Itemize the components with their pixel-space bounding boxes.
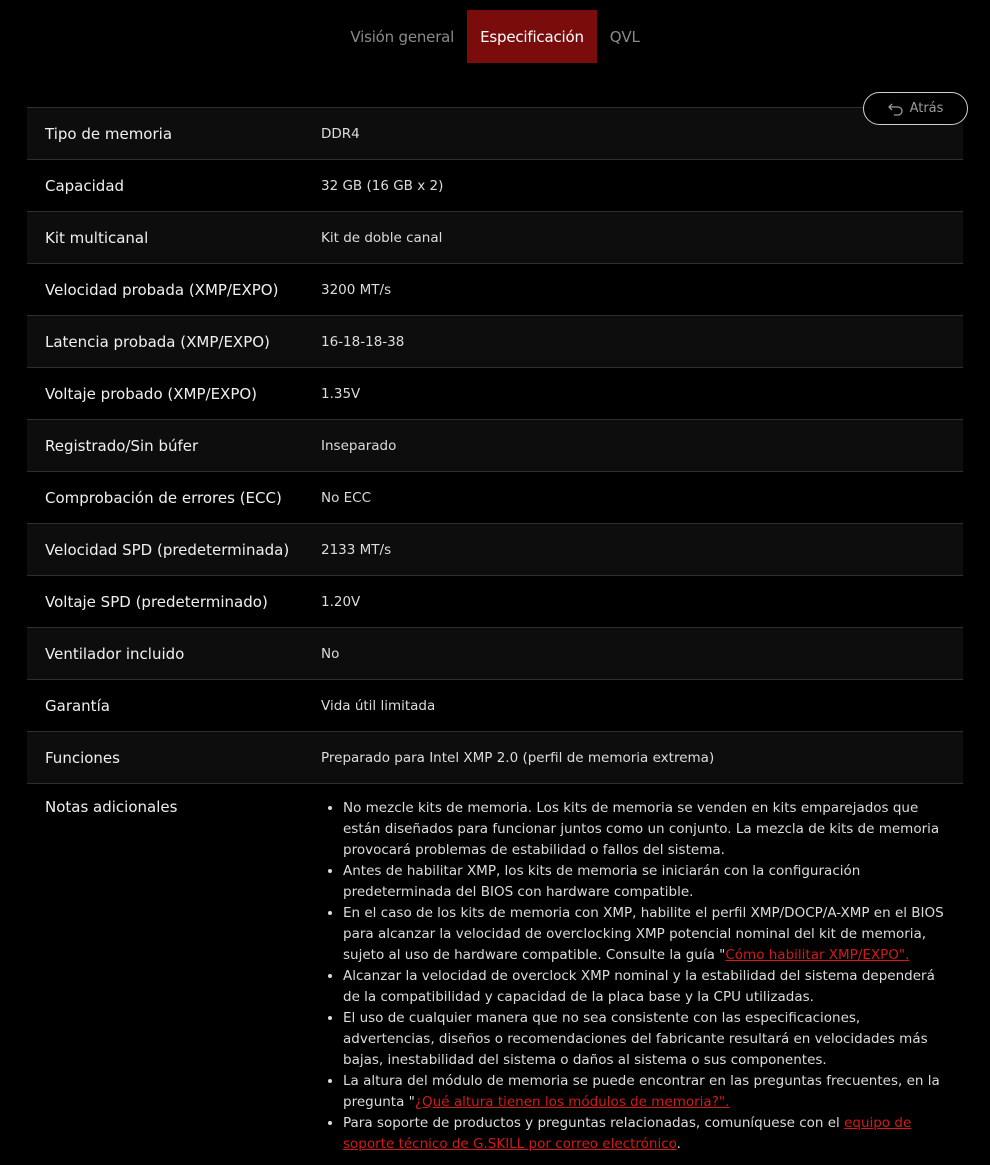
tab-qvl[interactable]: QVL [597, 10, 653, 63]
note-text: . [677, 1136, 681, 1152]
spec-value: No ECC [320, 472, 963, 524]
spec-value: 2133 MT/s [320, 524, 963, 576]
note-item: • El uso de cualquier manera que no sea consistente con las especificaciones, advertencias, diseños o recomendaciones del fabricante resultará en velocidades más bajas, inestabilidad del sistema o daños al sistema o sus componentes. [343, 1008, 952, 1071]
spec-row [27, 368, 963, 420]
back-button[interactable] [863, 92, 968, 125]
spec-row [27, 316, 963, 368]
spec-value: Preparado para Intel XMP 2.0 (perfil de memoria extrema) [320, 732, 963, 784]
spec-value: 3200 MT/s [320, 264, 963, 316]
spec-row [27, 628, 963, 680]
spec-row [27, 264, 963, 316]
spec-value: No [320, 628, 963, 680]
spec-label: Comprobación de errores (ECC) [27, 472, 320, 524]
spec-table [27, 107, 963, 1165]
tab-bar [0, 10, 990, 63]
spec-row [27, 576, 963, 628]
note-item [343, 1071, 952, 1113]
spec-row [27, 160, 963, 212]
spec-label: Velocidad probada (XMP/EXPO) [27, 264, 320, 316]
spec-label: Registrado/Sin búfer [27, 420, 320, 472]
spec-value: 1.20V [320, 576, 963, 628]
note-text: La altura del módulo de memoria se puede encontrar en las preguntas frecuentes, en la pregunta " [343, 1073, 940, 1110]
note-text: En el caso de los kits de memoria con XMP, habilite el perfil XMP/DOCP/A-XMP en el BIOS para alcanzar la velocidad de overclocking XMP potencial nominal del kit de memoria, sujeto al uso de hardware compatible. Consulte la guía " [343, 905, 944, 963]
spec-row [27, 108, 963, 160]
note-item: • No mezcle kits de memoria. Los kits de memoria se venden en kits emparejados que están diseñados para funcionar juntos como un conjunto. La mezcla de kits de memoria provocará problemas de estabilidad o fallos del sistema. [343, 798, 952, 861]
spec-row [27, 524, 963, 576]
spec-label: Tipo de memoria [27, 108, 320, 160]
support-email-link[interactable]: equipo de soporte técnico de G.SKILL por correo electrónico [343, 1115, 911, 1152]
note-item [343, 903, 952, 966]
back-button-label: Atrás [910, 101, 944, 116]
spec-label: Kit multicanal [27, 212, 320, 264]
spec-label: Latencia probada (XMP/EXPO) [27, 316, 320, 368]
spec-label: Ventilador incluido [27, 628, 320, 680]
spec-label: Voltaje probado (XMP/EXPO) [27, 368, 320, 420]
spec-value: 1.35V [320, 368, 963, 420]
spec-label: Voltaje SPD (predeterminado) [27, 576, 320, 628]
spec-value: Kit de doble canal [320, 212, 963, 264]
spec-value: 16-18-18-38 [320, 316, 963, 368]
spec-row [27, 680, 963, 732]
notes-list [321, 798, 962, 1155]
undo-arrow-icon [888, 102, 904, 116]
spec-value: 32 GB (16 GB x 2) [320, 160, 963, 212]
spec-row [27, 212, 963, 264]
note-text: Para soporte de productos y preguntas relacionadas, comuníquese con el [343, 1115, 844, 1131]
notes-row [27, 784, 963, 1165]
module-height-faq-link[interactable]: ¿Qué altura tienen los módulos de memoria?". [415, 1094, 729, 1110]
note-item [343, 1113, 952, 1155]
spec-label: Capacidad [27, 160, 320, 212]
spec-label: Velocidad SPD (predeterminada) [27, 524, 320, 576]
tab-specification[interactable]: Especificación [467, 10, 597, 63]
tab-overview[interactable]: Visión general [337, 10, 467, 63]
spec-row [27, 420, 963, 472]
note-item: • Alcanzar la velocidad de overclock XMP nominal y la estabilidad del sistema dependerá de la compatibilidad y capacidad de la placa base y la CPU utilizadas. [343, 966, 952, 1008]
spec-value: DDR4 [320, 108, 963, 160]
notes-value [320, 784, 963, 1165]
notes-label: Notas adicionales [27, 784, 320, 1165]
spec-row [27, 472, 963, 524]
note-item: • Antes de habilitar XMP, los kits de memoria se iniciarán con la configuración predeterminada del BIOS con hardware compatible. [343, 861, 952, 903]
spec-row [27, 732, 963, 784]
spec-label: Funciones [27, 732, 320, 784]
spec-label: Garantía [27, 680, 320, 732]
spec-value: Vida útil limitada [320, 680, 963, 732]
spec-value: Inseparado [320, 420, 963, 472]
xmp-guide-link[interactable]: Cómo habilitar XMP/EXPO". [725, 947, 909, 963]
